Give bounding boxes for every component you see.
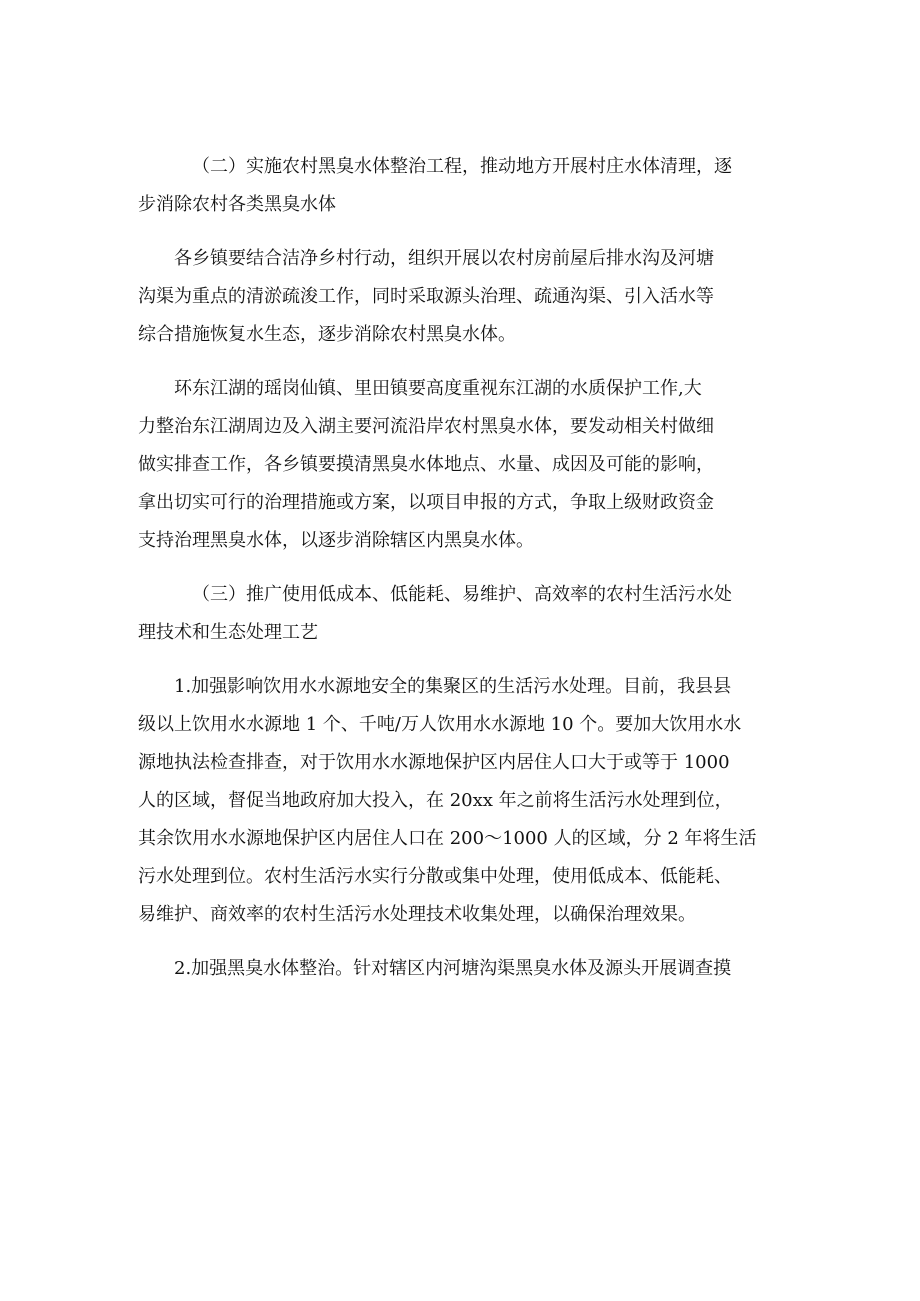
paragraph bbox=[138, 370, 800, 560]
paragraph bbox=[138, 950, 800, 988]
text-line: 级以上饮用水水源地 1 个、千吨/万人饮用水水源地 10 个。要加大饮用水水 bbox=[138, 714, 742, 735]
text-line: 源地执法检查排查，对于饮用水水源地保护区内居住人口大于或等于 1000 bbox=[138, 752, 730, 773]
text-line: 沟渠为重点的清淤疏浚工作，同时采取源头治理、疏通沟渠、引入活水等 bbox=[138, 286, 714, 307]
text-line: 1.加强影响饮用水水源地安全的集聚区的生活污水处理。目前，我县县 bbox=[174, 676, 732, 697]
text-line: 污水处理到位。农村生活污水实行分散或集中处理，使用低成本、低能耗、 bbox=[138, 866, 732, 887]
text-line: （三）推广使用低成本、低能耗、易维护、高效率的农村生活污水处 bbox=[192, 584, 732, 605]
text-line: 2.加强黑臭水体整治。针对辖区内河塘沟渠黑臭水体及源头开展调查摸 bbox=[174, 958, 732, 979]
text-line: 环东江湖的瑶岗仙镇、里田镇要高度重视东江湖的水质保护工作,大 bbox=[174, 378, 702, 399]
text-line: （二）实施农村黑臭水体整治工程，推动地方开展村庄水体清理，逐 bbox=[192, 156, 732, 177]
text-line: 力整治东江湖周边及入湖主要河流沿岸农村黑臭水体，要发动相关村做细 bbox=[138, 416, 714, 437]
text-line: 拿出切实可行的治理措施或方案，以项目申报的方式，争取上级财政资金 bbox=[138, 492, 714, 513]
section-heading-3 bbox=[138, 576, 800, 652]
paragraph bbox=[138, 668, 800, 934]
text-line: 步消除农村各类黑臭水体 bbox=[138, 194, 336, 215]
text-line: 做实排查工作，各乡镇要摸清黑臭水体地点、水量、成因及可能的影响， bbox=[138, 454, 714, 475]
section-heading-2 bbox=[138, 148, 800, 224]
document-body bbox=[138, 148, 800, 1004]
text-line: 综合措施恢复水生态，逐步消除农村黑臭水体。 bbox=[138, 324, 516, 345]
paragraph bbox=[138, 240, 800, 354]
text-line: 易维护、商效率的农村生活污水处理技术收集处理，以确保治理效果。 bbox=[138, 904, 696, 925]
text-line: 支持治理黑臭水体，以逐步消除辖区内黑臭水体。 bbox=[138, 530, 534, 551]
text-line: 理技术和生态处理工艺 bbox=[138, 622, 318, 643]
text-line: 人的区域，督促当地政府加大投入，在 20xx 年之前将生活污水处理到位， bbox=[138, 790, 733, 811]
text-line: 各乡镇要结合洁净乡村行动，组织开展以农村房前屋后排水沟及河塘 bbox=[174, 248, 714, 269]
text-line: 其余饮用水水源地保护区内居住人口在 200～1000 人的区域，分 2 年将生活 bbox=[138, 828, 757, 849]
